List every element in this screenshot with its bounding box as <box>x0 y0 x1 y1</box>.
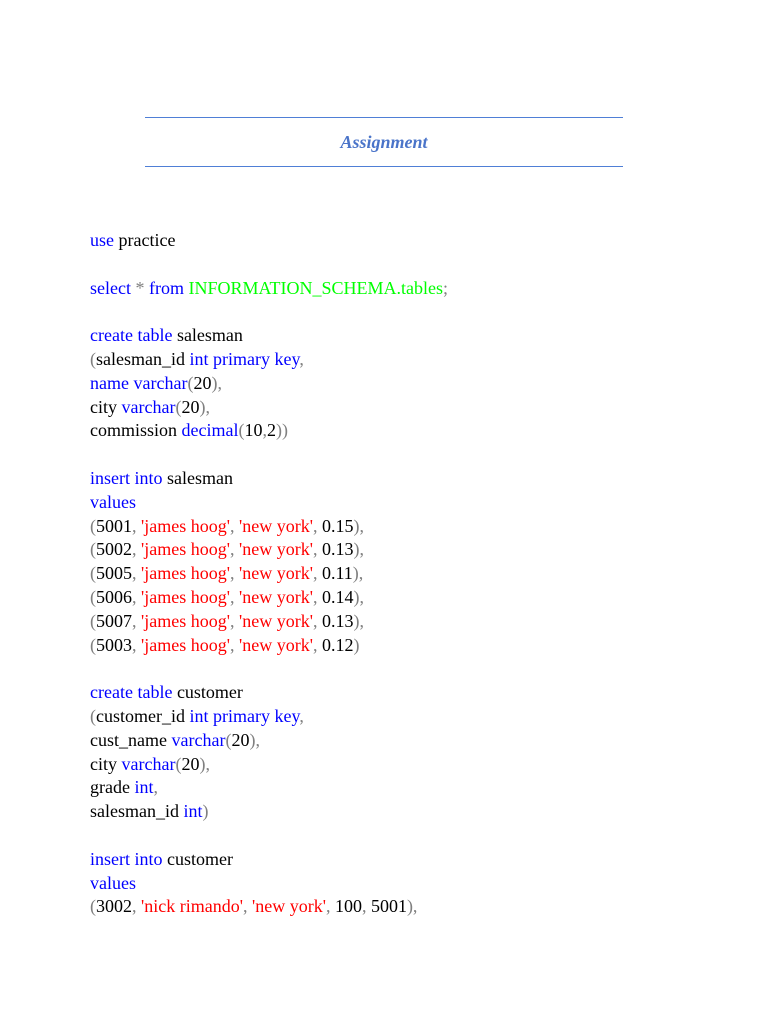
sql-punctuation: ( <box>90 539 96 560</box>
code-line <box>90 610 448 634</box>
code-line <box>90 324 448 348</box>
sql-punctuation: ( <box>90 348 96 369</box>
code-line <box>90 562 448 586</box>
sql-system-object: tables <box>401 277 444 298</box>
sql-punctuation: , <box>229 563 239 584</box>
sql-punctuation: , <box>153 777 158 798</box>
sql-punctuation: , <box>132 563 141 584</box>
sql-number: 5001 <box>96 515 132 536</box>
code-line <box>90 848 448 872</box>
sql-keyword: key <box>274 348 300 369</box>
sql-punctuation: ( <box>90 586 96 607</box>
sql-punctuation: ), <box>406 896 418 917</box>
sql-string-literal: 'james hoog' <box>141 610 230 631</box>
sql-identifier: commission <box>90 420 182 441</box>
sql-punctuation: , <box>312 586 322 607</box>
sql-keyword: primary <box>213 705 270 726</box>
sql-punctuation: , <box>312 539 322 560</box>
code-blank-line <box>90 253 448 277</box>
sql-number: 20 <box>193 372 212 393</box>
code-line <box>90 681 448 705</box>
sql-punctuation: ), <box>211 372 222 393</box>
sql-number: 5005 <box>96 563 132 584</box>
code-line <box>90 348 448 372</box>
sql-string-literal: 'new york' <box>238 610 313 631</box>
sql-keyword: int <box>134 777 154 798</box>
sql-string-literal: 'james hoog' <box>141 634 230 655</box>
sql-keyword: int <box>183 801 203 822</box>
sql-punctuation: , <box>242 896 252 917</box>
sql-identifier: salesman_id <box>96 348 190 369</box>
document-title: Assignment <box>340 132 428 152</box>
sql-punctuation: , <box>229 610 239 631</box>
sql-keyword: name <box>90 372 129 393</box>
sql-number: 5006 <box>96 586 132 607</box>
sql-keyword: insert <box>90 467 130 488</box>
code-line <box>90 491 448 515</box>
title-rule-top <box>145 117 623 118</box>
code-line <box>90 800 448 824</box>
sql-punctuation: ), <box>353 586 364 607</box>
code-line <box>90 277 448 301</box>
sql-punctuation: , <box>132 610 141 631</box>
sql-number: 0.13 <box>321 539 354 560</box>
sql-punctuation: , <box>299 705 304 726</box>
sql-punctuation: ( <box>175 753 182 774</box>
sql-punctuation: , <box>229 634 239 655</box>
sql-number: 3002 <box>96 896 132 917</box>
sql-identifier: salesman <box>172 325 243 346</box>
code-line <box>90 895 448 919</box>
sql-punctuation: , <box>132 634 141 655</box>
sql-number: 5003 <box>96 634 132 655</box>
sql-string-literal: 'new york' <box>238 586 313 607</box>
sql-punctuation: ( <box>90 563 96 584</box>
code-blank-line <box>90 443 448 467</box>
sql-punctuation: ( <box>187 372 194 393</box>
sql-string-literal: 'james hoog' <box>141 586 230 607</box>
sql-punctuation: , <box>229 586 239 607</box>
sql-keyword: int <box>189 705 209 726</box>
sql-number: 20 <box>181 396 200 417</box>
sql-keyword: values <box>90 872 136 893</box>
sql-string-literal: 'new york' <box>238 539 313 560</box>
sql-keyword: into <box>134 848 163 869</box>
sql-keyword: varchar <box>133 372 188 393</box>
sql-punctuation: ( <box>175 396 182 417</box>
sql-punctuation: , <box>132 896 141 917</box>
code-line <box>90 753 448 777</box>
sql-identifier: customer <box>162 848 233 869</box>
sql-number: 0.14 <box>321 586 354 607</box>
sql-number: 0.15 <box>321 515 354 536</box>
sql-number: 5007 <box>96 610 132 631</box>
sql-punctuation: , <box>229 515 239 536</box>
sql-keyword: varchar <box>121 753 176 774</box>
sql-system-object: INFORMATION_SCHEMA <box>188 277 397 298</box>
sql-number: 2 <box>267 420 276 441</box>
sql-string-literal: 'new york' <box>238 563 313 584</box>
sql-identifier: salesman_id <box>90 801 184 822</box>
sql-keyword: varchar <box>121 396 176 417</box>
sql-number: 0.11 <box>321 563 353 584</box>
sql-number: 20 <box>231 729 250 750</box>
sql-punctuation: , <box>132 515 141 536</box>
sql-punctuation: * <box>135 277 145 298</box>
sql-identifier: grade <box>90 777 135 798</box>
sql-punctuation: ), <box>353 539 364 560</box>
code-line <box>90 372 448 396</box>
code-line <box>90 705 448 729</box>
sql-keyword: decimal <box>181 420 239 441</box>
code-line <box>90 419 448 443</box>
sql-keyword: use <box>90 230 114 250</box>
sql-number: 5001 <box>370 896 407 917</box>
sql-keyword: table <box>137 325 173 346</box>
sql-punctuation: , <box>361 896 371 917</box>
sql-punctuation: ( <box>90 515 96 536</box>
sql-identifier: city <box>90 753 122 774</box>
code-line <box>90 776 448 800</box>
sql-keyword: key <box>274 705 300 726</box>
sql-code-block <box>90 229 448 919</box>
sql-punctuation: , <box>299 348 304 369</box>
sql-string-literal: 'james hoog' <box>141 563 230 584</box>
sql-punctuation: , <box>312 563 322 584</box>
code-line <box>90 729 448 753</box>
sql-keyword: create <box>90 325 133 346</box>
sql-identifier: customer <box>172 682 243 703</box>
code-line <box>90 634 448 658</box>
sql-string-literal: 'new york' <box>238 634 313 655</box>
sql-identifier: cust_name <box>90 729 172 750</box>
sql-identifier: practice <box>114 230 176 250</box>
sql-string-literal: 'new york' <box>238 515 313 536</box>
sql-punctuation: )) <box>276 420 288 441</box>
sql-string-literal: 'nick rimando' <box>141 896 243 917</box>
sql-punctuation: ), <box>249 729 260 750</box>
sql-string-literal: 'new york' <box>251 896 326 917</box>
sql-keyword: select <box>90 277 131 298</box>
sql-number: 5002 <box>96 539 132 560</box>
sql-punctuation: ; <box>443 277 449 298</box>
sql-punctuation: ), <box>352 563 364 584</box>
code-line <box>90 229 448 253</box>
code-line <box>90 586 448 610</box>
code-line <box>90 538 448 562</box>
sql-keyword: into <box>134 467 163 488</box>
code-line <box>90 396 448 420</box>
sql-punctuation: ( <box>225 729 232 750</box>
sql-punctuation: , <box>312 610 322 631</box>
sql-punctuation: , <box>132 586 141 607</box>
sql-keyword: primary <box>213 348 270 369</box>
sql-number: 100 <box>334 896 362 917</box>
code-blank-line <box>90 657 448 681</box>
sql-punctuation: ), <box>199 753 210 774</box>
sql-punctuation: ( <box>90 705 96 726</box>
sql-punctuation: , <box>312 634 322 655</box>
sql-punctuation: , <box>229 539 239 560</box>
sql-punctuation: , <box>132 539 141 560</box>
sql-keyword: create <box>90 682 133 703</box>
code-line <box>90 467 448 491</box>
sql-keyword: insert <box>90 848 130 869</box>
sql-punctuation: ), <box>199 396 210 417</box>
code-line <box>90 515 448 539</box>
sql-punctuation: ( <box>238 420 245 441</box>
sql-punctuation: , <box>262 420 267 441</box>
sql-keyword: varchar <box>171 729 226 750</box>
sql-punctuation: , <box>312 515 322 536</box>
sql-punctuation: ) <box>353 634 360 655</box>
code-blank-line <box>90 300 448 324</box>
title-rule-bottom <box>145 166 623 167</box>
sql-punctuation: ), <box>353 610 364 631</box>
sql-keyword: table <box>137 682 173 703</box>
sql-identifier: city <box>90 396 122 417</box>
sql-punctuation: ), <box>353 515 364 536</box>
sql-identifier: salesman <box>162 467 233 488</box>
sql-string-literal: 'james hoog' <box>141 515 230 536</box>
sql-keyword: values <box>90 491 136 512</box>
sql-system-object: . <box>396 277 402 298</box>
sql-string-literal: 'james hoog' <box>141 539 230 560</box>
sql-keyword: int <box>189 348 209 369</box>
sql-number: 20 <box>181 753 200 774</box>
sql-punctuation: ( <box>90 634 96 655</box>
sql-punctuation: ( <box>90 610 96 631</box>
code-line <box>90 872 448 896</box>
sql-number: 10 <box>244 420 263 441</box>
code-blank-line <box>90 824 448 848</box>
sql-punctuation: , <box>325 896 335 917</box>
sql-keyword: from <box>148 277 184 298</box>
sql-punctuation: ) <box>202 801 209 822</box>
sql-number: 0.12 <box>321 634 354 655</box>
sql-identifier: customer_id <box>96 705 190 726</box>
sql-number: 0.13 <box>321 610 354 631</box>
sql-punctuation: ( <box>90 896 96 917</box>
